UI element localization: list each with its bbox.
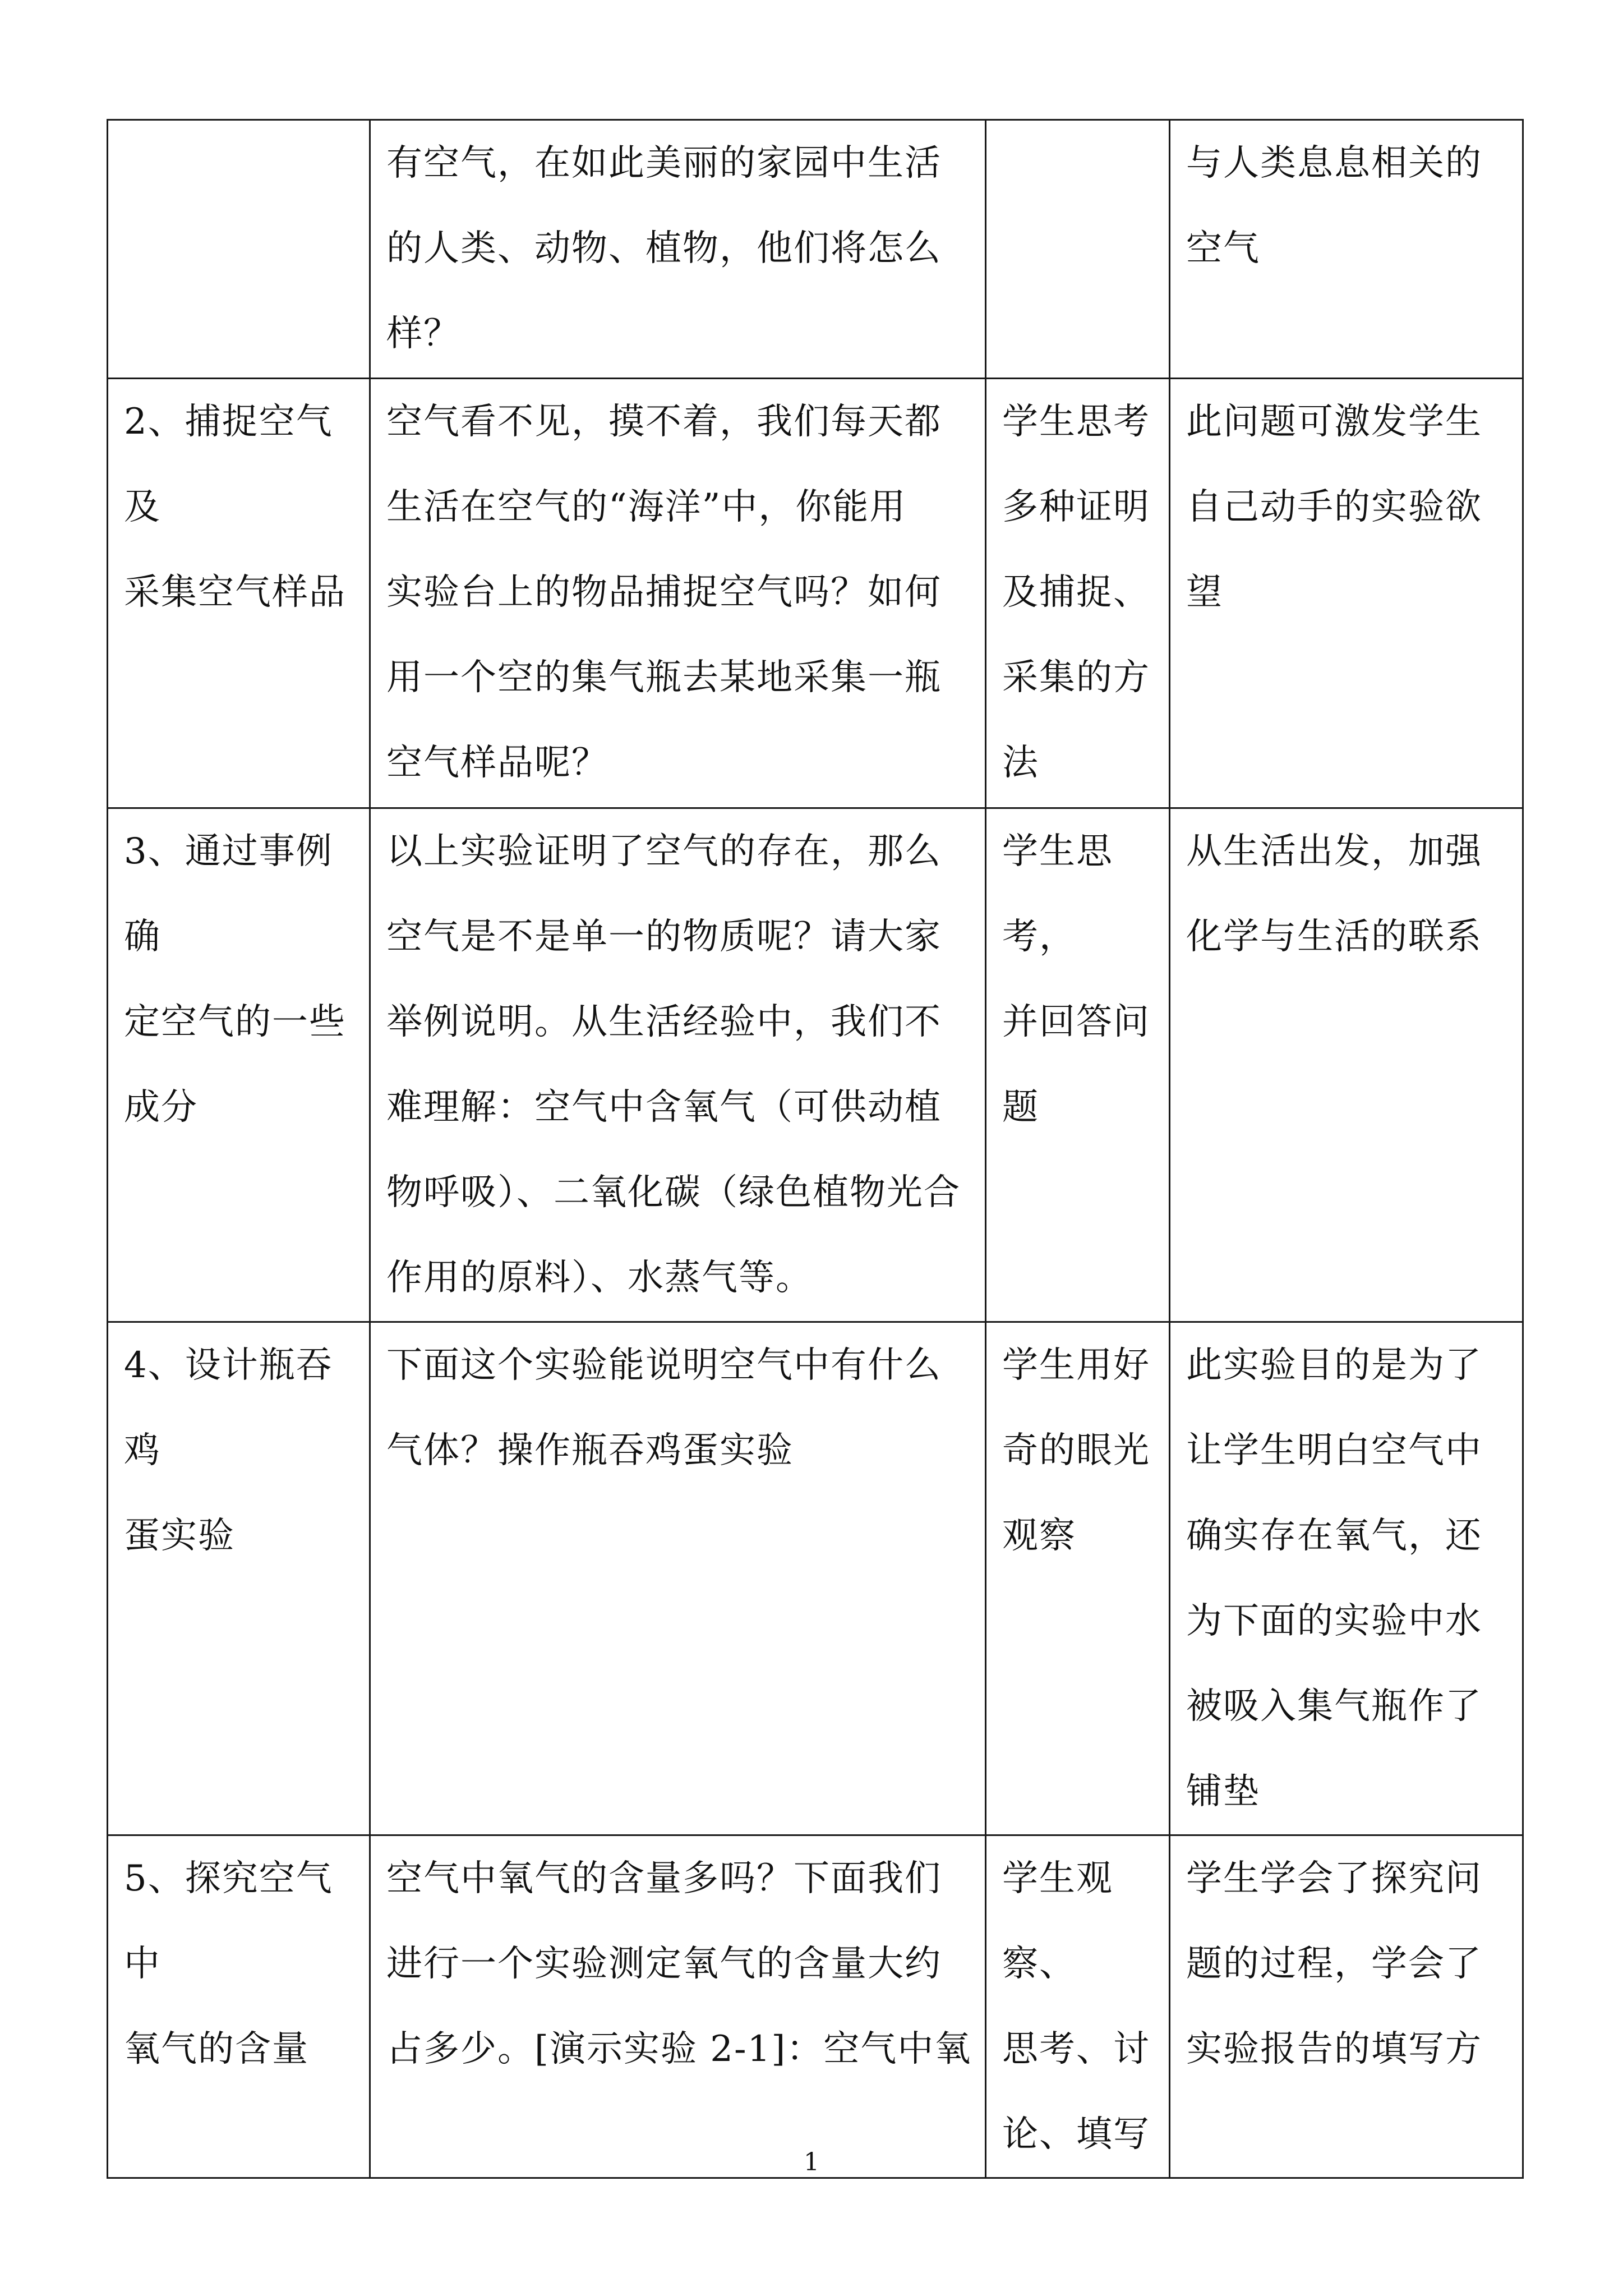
teacher-activity-cell: 空气中氧气的含量多吗？下面我们 进行一个实验测定氧气的含量大约 占多少。[演示实验 2-1]：空气中氧 (370, 1835, 986, 2178)
table-row (108, 1835, 1523, 2178)
teacher-activity-cell: 下面这个实验能说明空气中有什么 气体？操作瓶吞鸡蛋实验 (370, 1322, 986, 1835)
design-intent-cell: 从生活出发，加强 化学与生活的联系 (1170, 808, 1523, 1322)
stage-cell: 2、捕捉空气及 采集空气样品 (108, 379, 370, 808)
page-number: 1 (804, 2148, 819, 2177)
teacher-activity-cell: 空气看不见，摸不着，我们每天都 生活在空气的“海洋”中，你能用 实验台上的物品捕捉空气吗？如何 用一个空的集气瓶去某地采集一瓶 空气样品呢？ (370, 379, 986, 808)
table-row (108, 120, 1523, 379)
lesson-plan-table (107, 119, 1524, 2179)
table-row (108, 808, 1523, 1322)
design-intent-cell: 与人类息息相关的 空气 (1170, 120, 1523, 379)
stage-cell: 3、通过事例确 定空气的一些 成分 (108, 808, 370, 1322)
teacher-activity-cell: 有空气，在如此美丽的家园中生活 的人类、动物、植物，他们将怎么 样？ (370, 120, 986, 379)
student-activity-cell: 学生思考， 并回答问 题 (986, 808, 1170, 1322)
student-activity-cell: 学生思考 多种证明 及捕捉、 采集的方 法 (986, 379, 1170, 808)
stage-cell: 5、探究空气中 氧气的含量 (108, 1835, 370, 2178)
design-intent-cell: 此问题可激发学生 自己动手的实验欲 望 (1170, 379, 1523, 808)
stage-cell: 4、设计瓶吞鸡 蛋实验 (108, 1322, 370, 1835)
student-activity-cell: 学生观察、 思考、讨 论、填写 (986, 1835, 1170, 2178)
design-intent-cell: 学生学会了探究问 题的过程，学会了 实验报告的填写方 (1170, 1835, 1523, 2178)
student-activity-cell (986, 120, 1170, 379)
table-row (108, 1322, 1523, 1835)
design-intent-cell: 此实验目的是为了 让学生明白空气中 确实存在氧气，还 为下面的实验中水 被吸入集气瓶作了 铺垫 (1170, 1322, 1523, 1835)
stage-cell (108, 120, 370, 379)
teacher-activity-cell: 以上实验证明了空气的存在，那么 空气是不是单一的物质呢？请大家 举例说明。从生活经验中，我们不 难理解：空气中含氧气（可供动植 物呼吸）、二氧化碳（绿色植物光合 作用的原料）、水蒸气等。 (370, 808, 986, 1322)
student-activity-cell: 学生用好 奇的眼光 观察 (986, 1322, 1170, 1835)
table-row (108, 379, 1523, 808)
